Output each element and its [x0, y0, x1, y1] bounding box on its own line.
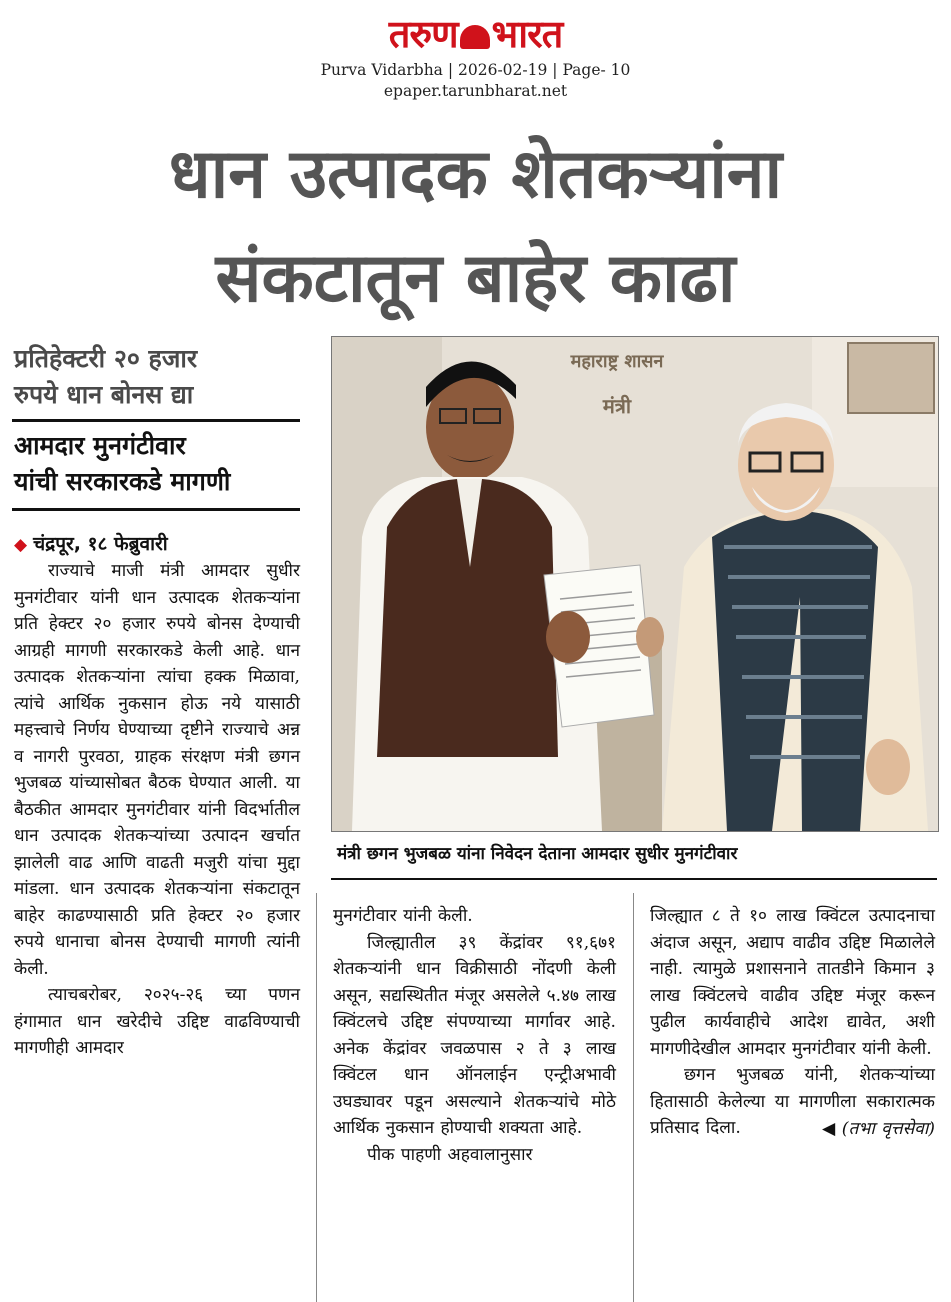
article-paragraph: राज्याचे माजी मंत्री आमदार सुधीर मुनगंटीवार यांनी धान उत्पादक शेतकऱ्यांना प्रति हेक्टर २० हजार रुपये बोनस देण्याची आग्रही मागणी सरकारकडे केली आहे. धान उत्पादक शेतकऱ्यांना त्यांचा हक्क मिळावा, त्यांचे आर्थिक नुकसान होऊ नये यासाठी महत्त्वाचे निर्णय घेण्याच्या दृष्टीने राज्याचे अन्न व नागरी पुरवठा, ग्राहक संरक्षण मंत्री छगन भुजबळ यांच्यासोबत बैठक घेण्यात आली. या बैठकीत आमदार मुनगंटीवार यांनी विदर्भातील धान उत्पादक शेतकऱ्यांच्या उत्पादन खर्चात झालेली वाढ आणि वाढती मजुरी यांचा मुद्दा मांडला. धान उत्पादक शेतकऱ्यांना संकटातून बाहेर काढण्यासाठी प्रति हेक्टर २० हजार रुपये धानाचा बोनस देण्याची मागणी त्यांनी केली.: [14, 561, 300, 979]
subhead-demand: [14, 428, 304, 500]
article-paragraph: छगन भुजबळ यांनी, शेतकऱ्यांच्या हितासाठी केलेल्या या मागणीला सकारात्मक प्रतिसाद दिला.: [650, 1065, 935, 1138]
subhead-bonus: [14, 341, 304, 413]
subhead-bonus-line-2: रुपये धान बोनस द्या: [14, 380, 194, 409]
credit-text: (तभा वृत्तसेवा): [841, 1118, 935, 1139]
sunrise-emblem-icon: [460, 25, 490, 49]
headline-line-1: धान उत्पादक शेतकऱ्यांना: [168, 135, 783, 214]
column-separator: [633, 893, 634, 1302]
news-photo: [331, 336, 939, 832]
subhead-divider: [12, 419, 300, 422]
article-paragraph: जिल्ह्यात ८ ते १० लाख क्विंटल उत्पादनाचा अंदाज असून, अद्याप वाढीव उद्दिष्ट मिळालेले नाही. त्यामुळे प्रशासनाने तातडीने किमान ३ लाख क्विंटलचे वाढीव उद्दिष्ट मंजूर करून पुढील कार्यवाहीचे आदेश द्यावेत, अशी मागणीदेखील आमदार मुनगंटीवार यांनी केली.: [650, 906, 935, 1059]
subhead-demand-line-1: आमदार मुनगंटीवार: [14, 431, 186, 460]
credit-arrow-icon: ◀: [822, 1118, 836, 1139]
dateline: [14, 531, 168, 558]
subhead-divider-bottom: [12, 508, 300, 511]
article-column-1: [14, 558, 300, 1062]
article-paragraph: त्याचबरोबर, २०२५-२६ च्या पणन हंगामात धान खरेदीचे उद्दिष्ट वाढविण्याची मागणीही आमदार: [14, 985, 300, 1058]
edition-info: Purva Vidarbha | 2026-02-19 | Page- 10: [320, 61, 631, 79]
photo-caption: मंत्री छगन भुजबळ यांना निवेदन देताना आमदार सुधीर मुनगंटीवार: [337, 844, 738, 864]
article-column-3: [650, 903, 935, 1142]
article-paragraph: जिल्ह्यातील ३९ केंद्रांवर ९१,६७१ शेतकऱ्यांनी धान विक्रीसाठी नोंदणी केली असून, सद्यस्थितीत मंजूर असलेले ५.४७ लाख क्विंटलचे उद्दिष्ट संपण्याच्या मार्गावर आहे. अनेक केंद्रांवर जवळपास २ ते ३ लाख क्विंटल धान ऑनलाईन एन्ट्रीअभावी उघड्यावर पडून असल्याने शेतकऱ्यांचे मोठे आर्थिक नुकसान होण्याची शक्यता आहे.: [333, 932, 616, 1138]
logo-text-part2: भारत: [491, 12, 563, 56]
wall-sign-line-2: मंत्री: [602, 394, 632, 418]
dateline-text: चंद्रपूर, १८ फेब्रुवारी: [33, 533, 168, 555]
diamond-bullet-icon: ◆: [14, 535, 28, 555]
subhead-demand-line-2: यांची सरकारकडे मागणी: [14, 467, 231, 496]
article-paragraph: मुनगंटीवार यांनी केली.: [333, 906, 473, 926]
newspaper-logo: [0, 10, 951, 58]
column-separator: [316, 893, 317, 1302]
logo-text-part1: तरुण: [388, 12, 458, 56]
headline-line-2: संकटातून बाहेर काढा: [215, 239, 736, 318]
subhead-bonus-line-1: प्रतिहेक्टरी २० हजार: [14, 344, 198, 373]
wall-sign: [522, 351, 712, 417]
article-paragraph: पीक पाहणी अहवालानुसार: [367, 1144, 533, 1165]
epaper-website: epaper.tarunbharat.net: [383, 82, 568, 100]
article-column-2: [333, 903, 616, 1168]
caption-rule: [331, 878, 937, 880]
wall-sign-line-1: महाराष्ट्र शासन: [570, 351, 664, 372]
